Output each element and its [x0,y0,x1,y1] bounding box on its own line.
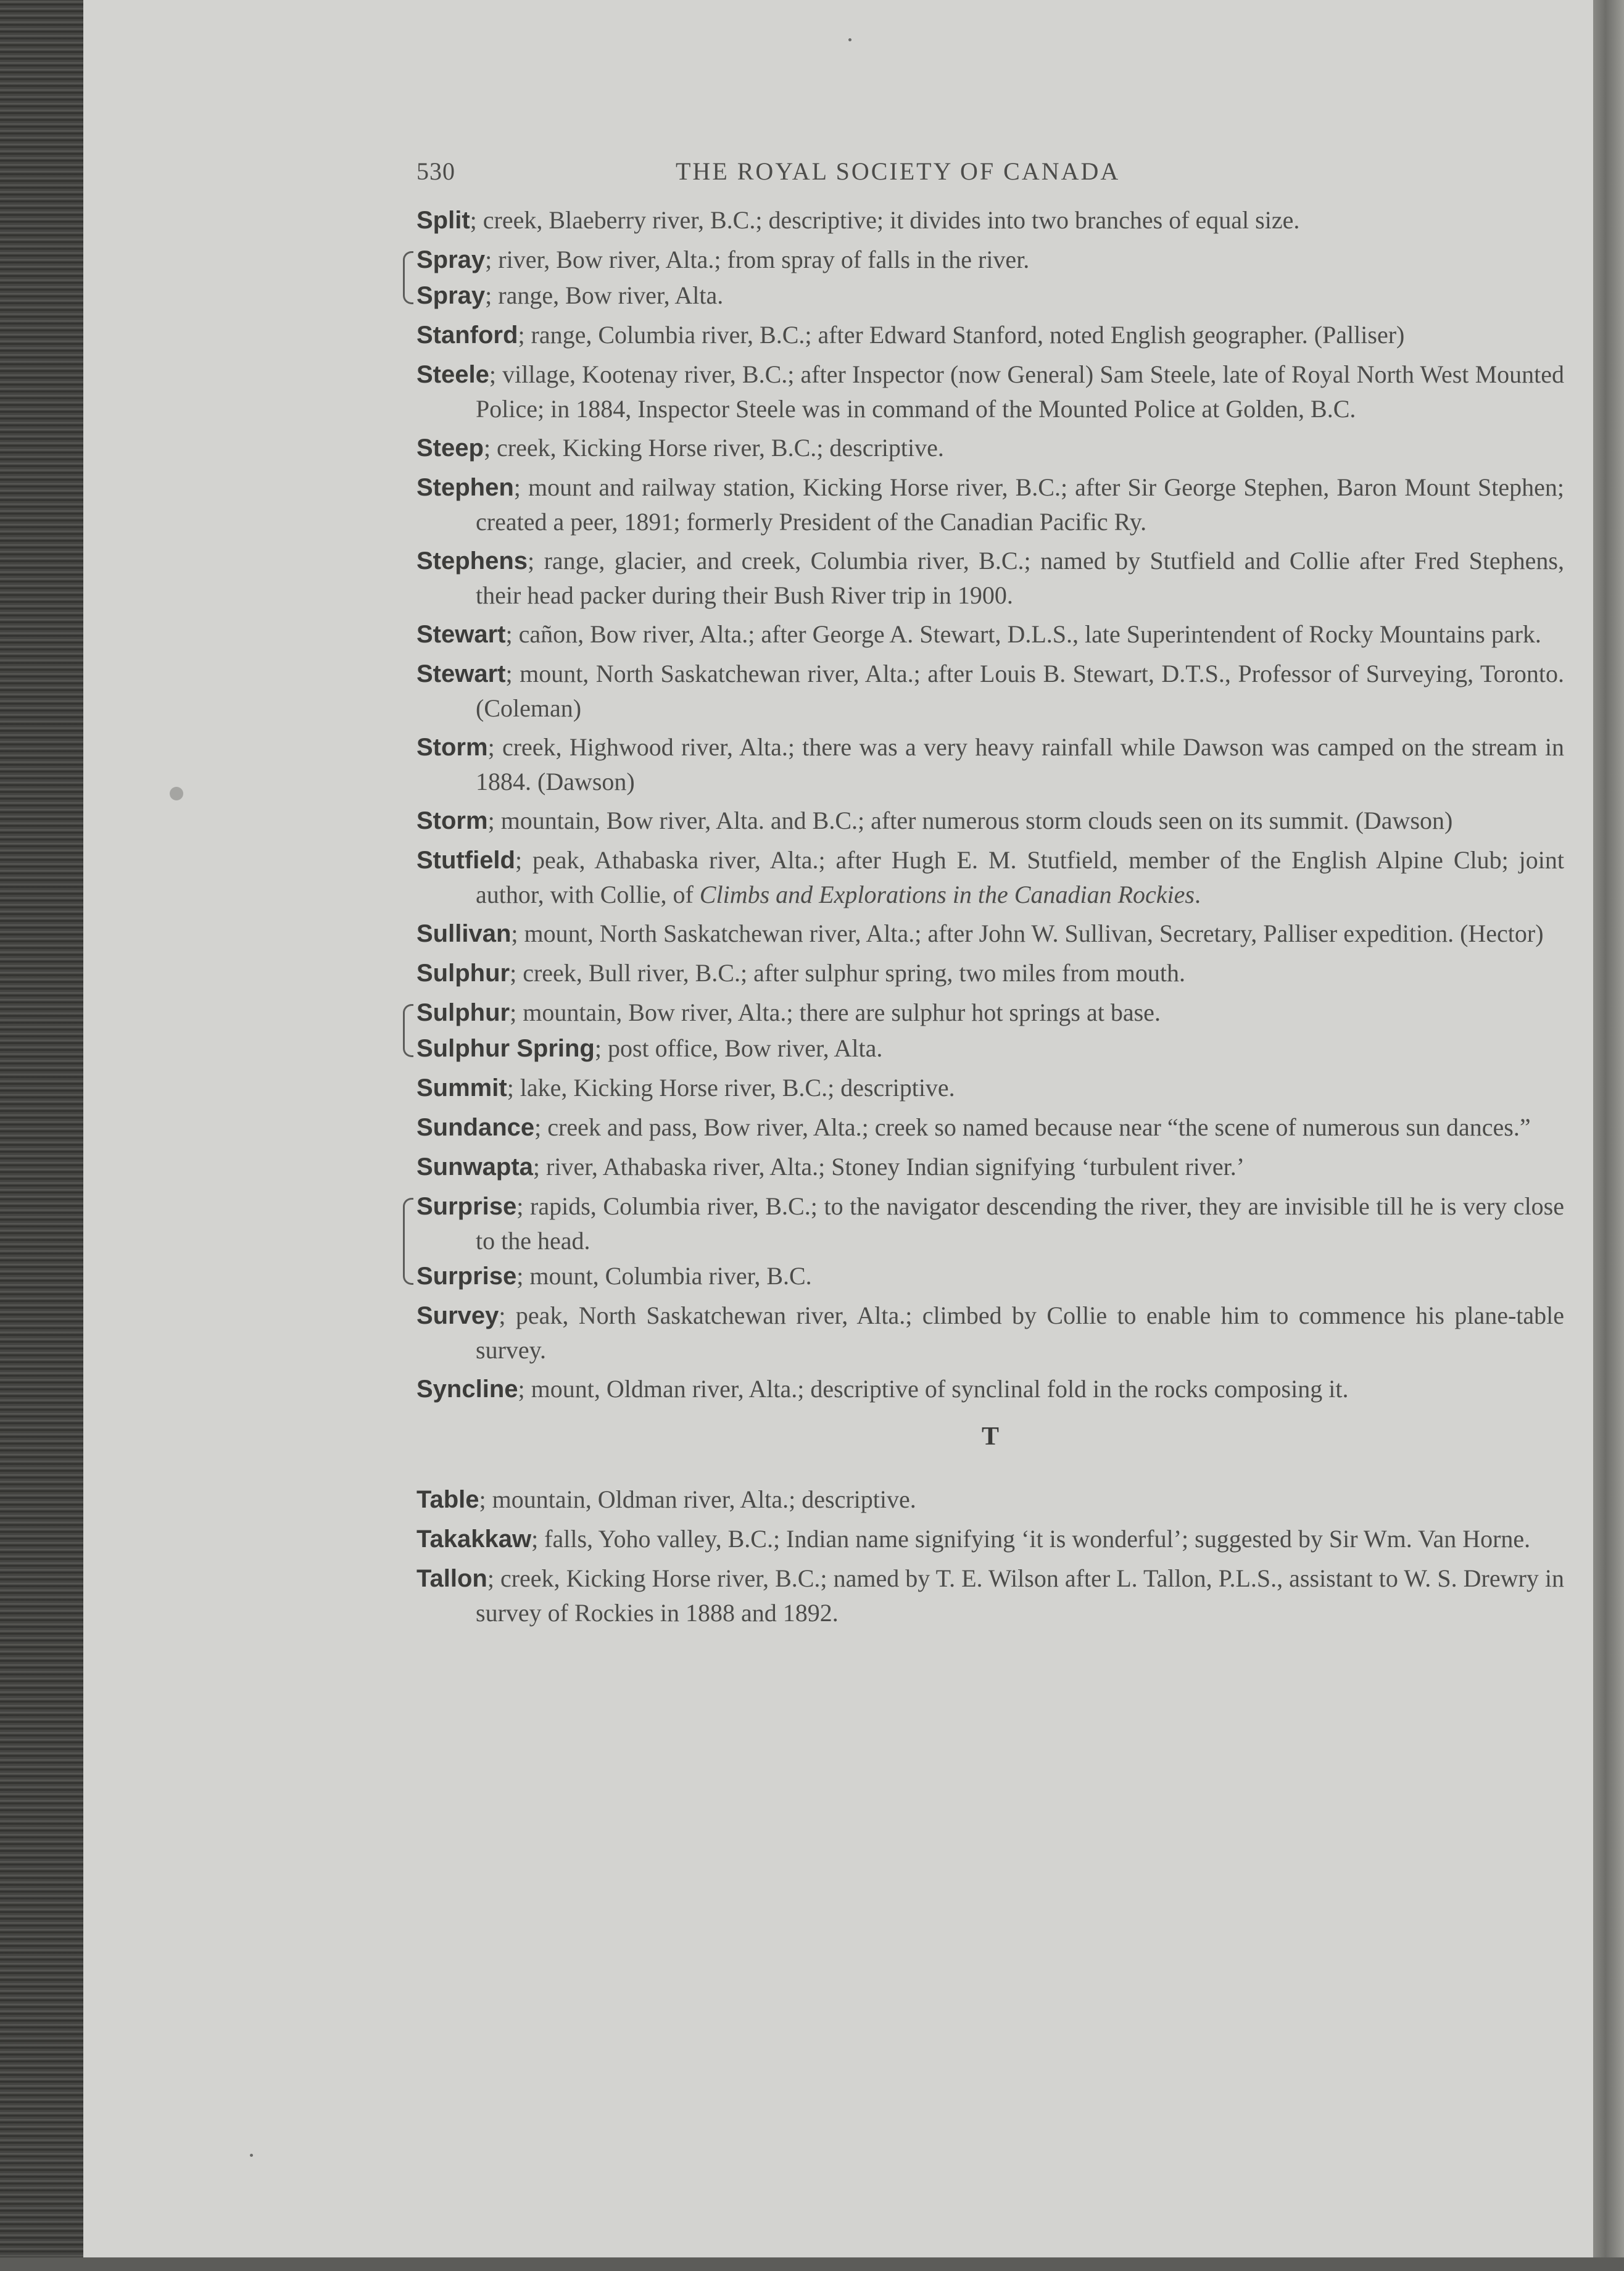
page-dot [250,2154,253,2157]
entry-term: Takakkaw [416,1526,532,1553]
entry-text: ; range, Columbia river, B.C.; after Edward Stanford, noted English geographer. (Palliser) [518,321,1405,349]
entry-term: Split [416,207,470,234]
page-number: 530 [416,157,455,185]
entry-text: ; creek and pass, Bow river, Alta.; creek so named because near “the scene of numerous sun dances.” [534,1113,1531,1141]
entry-term: Steep [416,434,484,462]
entry-term: Spray [416,282,486,309]
gazetteer-entry [416,916,1564,951]
entry-text: ; mount and railway station, Kicking Horse river, B.C.; after Sir George Stephen, Baron Mount Stephen; created a peer, 1891; formerly President of the Canadian Pacific Ry. [476,473,1564,536]
entry-list-t [416,1482,1564,1630]
entry-text: ; creek, Blaeberry river, B.C.; descriptive; it divides into two branches of equal size. [470,206,1300,234]
entry-term: Sulphur [416,960,510,987]
gazetteer-entry [416,431,1564,465]
entry-term: Storm [416,734,488,761]
entry-term: Stephens [416,547,528,575]
gazetteer-entry [416,730,1564,799]
gazetteer-entry [416,657,1564,725]
entry-text: ; mount, North Saskatchewan river, Alta.; after Louis B. Stewart, D.T.S., Professor of Surveying, Toronto. (Coleman) [476,660,1564,722]
entry-term: Storm [416,807,488,834]
gazetteer-entry [416,1189,1564,1258]
gazetteer-entry [416,803,1564,838]
entry-text: ; river, Bow river, Alta.; from spray of falls in the river. [485,246,1030,273]
gazetteer-entry [416,1298,1564,1367]
entry-term: Sullivan [416,920,512,947]
scan-left-edge [0,0,83,2271]
gazetteer-entry [416,1561,1564,1630]
entry-text: ; mount, Oldman river, Alta.; descriptive of synclinal fold in the rocks composing it. [518,1375,1349,1403]
entry-text: ; village, Kootenay river, B.C.; after Inspector (now General) Sam Steele, late of Royal North West Mounted Police; in 1884, Inspector Steele was in command of the Mounted Police at Golden, B.C. [476,360,1564,423]
entry-text: ; peak, North Saskatchewan river, Alta.; climbed by Collie to enable him to commence his plane-table survey. [476,1302,1564,1364]
entry-term: Stewart [416,660,506,687]
entry-text: ; rapids, Columbia river, B.C.; to the navigator descending the river, they are invisible till he is very close to the head. [476,1192,1564,1255]
section-letter: T [981,1422,999,1451]
entry-term: Sulphur [416,999,510,1026]
entry-text: ; mount, Columbia river, B.C. [516,1262,812,1290]
entry-term: Stanford [416,322,518,349]
gazetteer-entry [416,470,1564,539]
scan-bottom-edge [0,2257,1624,2271]
entry-term: Sunwapta [416,1153,533,1181]
entry-text: ; range, glacier, and creek, Columbia river, B.C.; named by Stutfield and Collie after Fred Stephens, their head packer during their Bush River trip in 1900. [476,547,1564,609]
entry-term: Sundance [416,1114,535,1141]
entry-text: ; river, Athabaska river, Alta.; Stoney Indian signifying ‘turbulent river.’ [532,1153,1245,1181]
entry-group-brace [400,995,1564,1066]
scan-right-edge [1593,0,1624,2271]
gazetteer-entry [416,318,1564,352]
entry-text-end: . [1194,881,1201,908]
entry-term: Summit [416,1074,507,1102]
gazetteer-entry [416,1482,1564,1517]
gazetteer-entry [416,1031,1564,1066]
entry-text: ; mount, North Saskatchewan river, Alta.; after John W. Sullivan, Secretary, Palliser expedition. (Hector) [511,920,1544,947]
entry-term: Stutfield [416,847,515,874]
entry-text: ; lake, Kicking Horse river, B.C.; descriptive. [507,1074,955,1102]
entry-group-brace [400,243,1564,313]
page-header [416,154,1564,188]
gazetteer-entry [416,956,1564,990]
entry-text: ; post office, Bow river, Alta. [594,1034,883,1062]
gazetteer-entry [416,357,1564,426]
entry-term: Stewart [416,621,506,648]
gazetteer-entry [416,1259,1564,1293]
entry-term: Surprise [416,1193,517,1220]
page-content [416,154,1564,1635]
gazetteer-entry [416,1522,1564,1556]
entry-term: Table [416,1486,479,1513]
gazetteer-entry [416,1372,1564,1406]
entry-text: ; falls, Yoho valley, B.C.; Indian name signifying ‘it is wonderful’; suggested by Sir Wm. Van Horne. [531,1525,1531,1553]
entry-book-title: Climbs and Explorations in the Canadian Rockies [699,881,1195,908]
entry-list [416,203,1564,1406]
gazetteer-entry [416,278,1564,313]
entry-term: Stephen [416,474,514,501]
entry-group-brace [400,1189,1564,1293]
entry-text: ; creek, Bull river, B.C.; after sulphur spring, two miles from mouth. [510,959,1185,987]
entry-text: ; mountain, Bow river, Alta.; there are sulphur hot springs at base. [510,998,1161,1026]
entry-term: Surprise [416,1263,517,1290]
gazetteer-entry [416,995,1564,1030]
page-dot [848,38,851,41]
entry-term: Survey [416,1302,499,1329]
entry-text: ; cañon, Bow river, Alta.; after George A. Stewart, D.L.S., late Superintendent of Rocky Mountains park. [505,620,1541,648]
gazetteer-entry [416,1071,1564,1105]
entry-text: ; peak, Athabaska river, Alta.; after Hugh E. M. Stutfield, member of the English Alpine Club; joint author, with Collie, of [476,846,1564,908]
entry-term: Spray [416,246,486,273]
page-speck [170,787,183,800]
entry-text: ; creek, Highwood river, Alta.; there was a very heavy rainfall while Dawson was camped on the stream in 1884. (Dawson) [476,733,1564,795]
entry-term: Syncline [416,1376,518,1403]
gazetteer-entry [416,1110,1564,1145]
entry-term: Steele [416,361,489,388]
running-head: THE ROYAL SOCIETY OF CANADA [676,157,1121,185]
entry-text: ; creek, Kicking Horse river, B.C.; named by T. E. Wilson after L. Tallon, P.L.S., assistant to W. S. Drewry in survey of Rockies in 1888 and 1892. [476,1564,1564,1627]
gazetteer-entry [416,843,1564,911]
gazetteer-entry [416,243,1564,277]
gazetteer-entry [416,203,1564,238]
entry-term: Sulphur Spring [416,1035,595,1062]
entry-text: ; creek, Kicking Horse river, B.C.; descriptive. [483,434,944,462]
entry-term: Tallon [416,1565,487,1592]
book-page [83,0,1593,2257]
gazetteer-entry [416,1150,1564,1184]
gazetteer-entry [416,544,1564,612]
gazetteer-entry [416,617,1564,652]
entry-text: ; range, Bow river, Alta. [485,281,724,309]
entry-text: ; mountain, Oldman river, Alta.; descriptive. [479,1485,916,1513]
entry-text: ; mountain, Bow river, Alta. and B.C.; after numerous storm clouds seen on its summit. (Dawson) [487,807,1453,834]
